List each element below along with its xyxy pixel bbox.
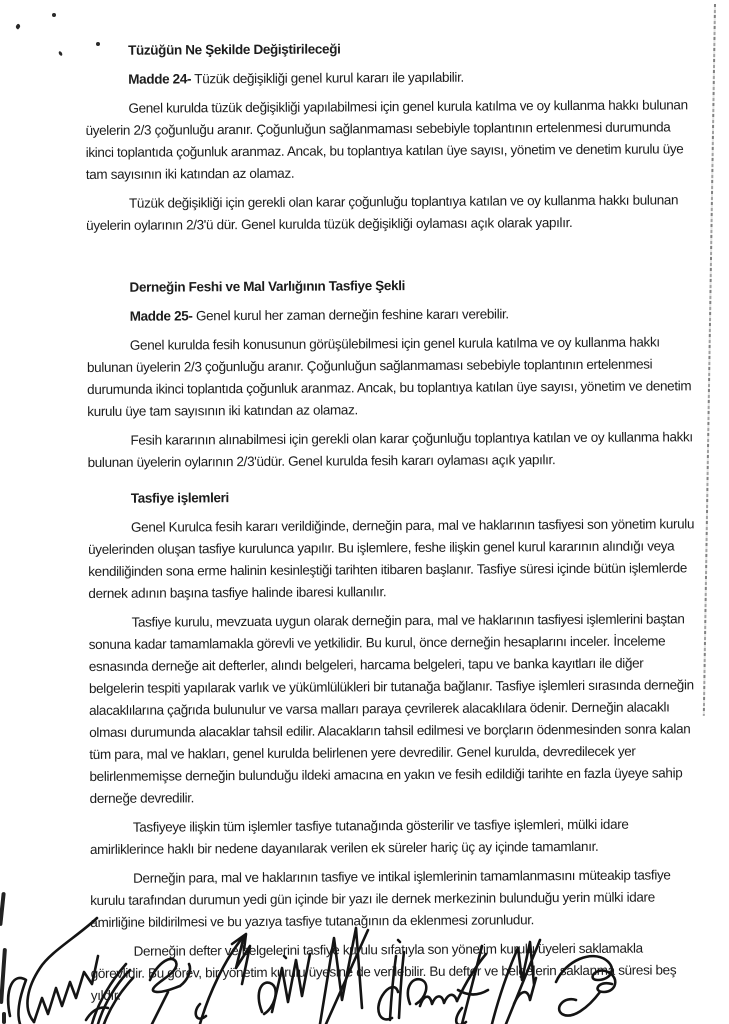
paragraph-madde-24 — [85, 65, 693, 91]
paragraph: Derneğin defter ve belgelerini tasfiye kurulu sıfatıyla son yönetim kurulu üyeleri saklamakla görevlidir. Bu görev, bir yönetim kurulu üyesine de verilebilir. Bu defter ve belgelerin saklanma süresi beş yıldır. — [90, 940, 677, 1003]
scan-speck — [52, 13, 56, 17]
paragraph: Derneğin para, mal ve haklarının tasfiye ve intikal işlemlerinin tamamlanmasını müteakip tasfiye kurulu tarafından durumun yedi gün içinde bir yazı ile dernek merkezinin bulunduğu yerin mülki idare amirliğine bildirilmesi ve bu yazıya tasfiye tutanağının da eklenmesi zorunludur. — [90, 867, 671, 930]
paragraph: Genel kurulda fesih konusunun görüşülebilmesi için genel kurula katılma ve oy kullanma hakkı bulunan üyelerin 2/3 çoğunluğu aranır. Çoğunluğun sağlanmaması sebebiyle toplantının ertelenmesi durumunda ikinci toplantıda çoğunluk aranmaz. Ancak, bu toplantıya katılan üye sayısı, yönetim ve denetim kurulu üye tam sayısının iki katından az olamaz. — [86, 334, 692, 419]
document-body — [85, 36, 699, 1007]
signature-10 — [492, 940, 540, 1024]
scan-edge-line — [703, 4, 716, 716]
paragraph: Genel kurulda tüzük değişikliği yapılabilmesi için genel kurula katılma ve oy kullanma hakkı bulunan üyelerin 2/3 çoğunluğu aranır. Çoğunluğun sağlanmaması sebebiyle toplantının ertelenmesi durumunda ikinci toplantıda çoğunluk aranmaz. Ancak, bu toplantıya katılan üye sayısı, yönetim ve denetim kurulu üye tam sayısının iki katından az olamaz. — [85, 97, 688, 182]
scan-speck — [58, 51, 63, 57]
article-number: Madde 24- — [128, 71, 192, 87]
paragraph: Tasfiye kurulu, mevzuata uygun olarak derneğin para, mal ve haklarının tasfiyesi işlemlerini baştan sonuna kadar tamamlamakla görevli ve yetkilidir. Bu kurul, önce derneğin hesaplarını inceler. İnceleme esnasında derneğe ait defterler, alındı belgeleri, harcama belgeleri, tapu ve banka kayıtları ile diğer belgelerin tespiti yapılarak varlık ve yükümlülükleri bir tutanağa bağlanır. Tasfiye işlemleri sırasında derneğin alacaklılarına çağrıda bulunulur ve varsa malları paraya çevrilerek alacaklılara ödenir. Derneğin alacaklı olması durumunda alacaklar tahsil edilir. Alacakların tahsil edilmesi ve borçların ödenmesinden sonra kalan tüm para, mal ve hakları, genel kurulda belirlenen yere devredilir. Genel kurulda, devredilecek yer belirlenmemişse derneğin bulunduğu ildeki amacına en yakın ve fesih edildiği tarihte en fazla üyeye sahip derneğe devredilir. — [88, 611, 694, 806]
section-heading-dernegin-feshi: Derneğin Feshi ve Mal Varlığının Tasfiye Şekli — [129, 278, 406, 295]
paragraph: Genel Kurulca fesih kararı verildiğinde, derneğin para, mal ve haklarının tasfiyesi son yönetim kurulu üyelerinden oluşan tasfiye kurulunca yapılır. Bu işlemlere, feshe ilişkin genel kurul kararının alındığı veya kendiliğinden sona erme halinin kesinleştiği tarihten itibaren başlanır. Tasfiye süresi içinde bütün işlemlerde dernek adının başına tasfiye halinde ibaresi kullanılır. — [88, 516, 695, 601]
paragraph-madde-25 — [87, 302, 695, 328]
signatures-block — [0, 884, 729, 1024]
signature-5 — [259, 954, 310, 1014]
section-heading-tuzuk-degisikligi: Tüzüğün Ne Şekilde Değiştirileceği — [128, 41, 341, 58]
signature-11 — [556, 956, 615, 1015]
paragraph-text: Tüzük değişikliği genel kurul kararı ile yapılabilir. — [191, 69, 464, 87]
signature-1 — [8, 918, 98, 1024]
signature-4 — [196, 934, 250, 1024]
paragraph-text: Genel kurul her zaman derneğin feshine kararı verebilir. — [192, 306, 509, 324]
scan-speck — [15, 23, 21, 29]
signature-3 — [150, 959, 190, 1024]
section-heading-tasfiye-islemleri: Tasfiye işlemleri — [130, 490, 229, 506]
paragraph: Tasfiyeye ilişkin tüm işlemler tasfiye tutanağında gösterilir ve tasfiye işlemleri, mülki idare amirliklerince haklı bir nedene dayanılarak verilen ek süreler hariç üç ay içinde tamamlanır. — [89, 816, 629, 857]
paragraph: Tüzük değişikliği için gerekli olan karar çoğunluğu toplantıya katılan ve oy kullanma hakkı bulunan üyelerin oylarının 2/3'ü dür. Genel kurulda tüzük değişikliği oylaması açık olarak yapılır. — [86, 192, 679, 233]
article-number: Madde 25- — [129, 308, 193, 324]
signature-7 — [378, 940, 404, 1020]
paragraph: Fesih kararının alınabilmesi için gerekli olan karar çoğunluğu toplantıya katılan ve oy kullanma hakkı bulunan üyelerin oylarının 2/3'üdür. Genel kurulda fesih kararı oylaması açık yapılır. — [87, 429, 693, 470]
signature-6 — [320, 928, 368, 1024]
